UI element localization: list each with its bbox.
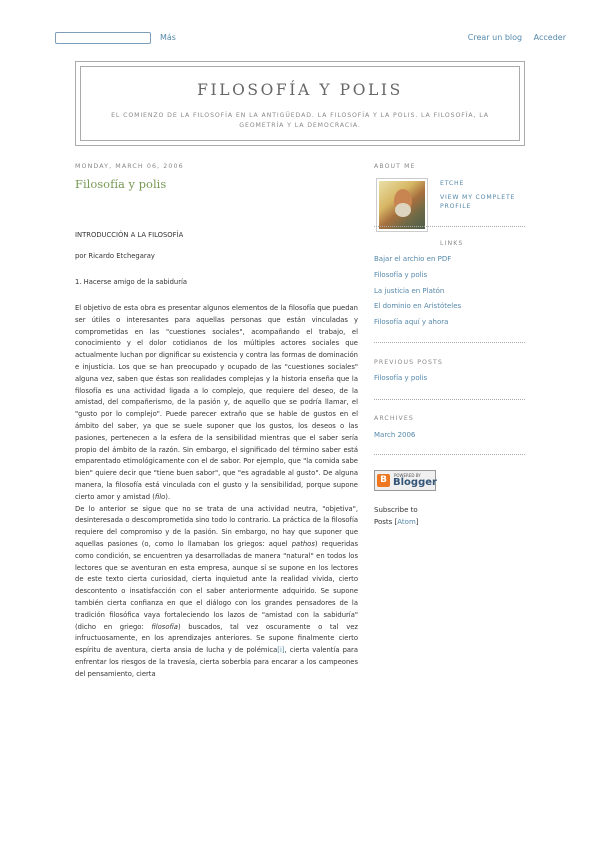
view-profile-link[interactable]: VIEW MY COMPLETE PROFILE <box>440 194 516 210</box>
post-body <box>75 303 358 681</box>
more-link[interactable]: Más <box>160 33 176 42</box>
sidebar-link-pdf[interactable]: Bajar el archio en PDF <box>374 255 452 263</box>
about-heading: ABOUT ME <box>374 163 416 170</box>
divider <box>374 226 525 227</box>
sidebar-link-justicia[interactable]: La justicia en Platón <box>374 287 445 295</box>
divider <box>374 342 525 343</box>
search-input[interactable] <box>55 32 151 44</box>
paragraph-2-a: De lo anterior se sigue que no se trata de una actividad neutra, "objetiva", desinteresada o descomprometida sino todo lo contrario. La práctica de la filosofía requiere del compromiso y de la pasión. Sin embargo, no hay que suponer que aquellas pasiones (o, como lo llamaban los griegos: aquel <box>75 504 358 548</box>
paragraph-2-c: ) buscados, tal vez oscuramente o tal vez infructuosamente, en los aprendizajes anteriores. Se supone finalmente cierto espíritu de aventura, cierta ansia de lucha y de polémica <box>75 622 358 655</box>
profile-name[interactable]: ETCHE <box>440 180 465 187</box>
blog-description: EL COMIENZO DE LA FILOSOFÍA EN LA ANTIGÜEDAD. LA FILOSOFÍA Y LA POLIS. LA FILOSOFÍA, LA GEOMETRÍA Y LA DEMOCRACIA. <box>111 112 489 129</box>
footnote-link[interactable]: [i] <box>277 646 285 655</box>
divider <box>374 454 525 455</box>
header-frame <box>80 66 520 141</box>
badge-small-text: POWERED BY <box>394 473 421 478</box>
navbar-actions <box>459 33 566 42</box>
blogger-icon: B <box>377 474 390 487</box>
post-title: Filosofía y polis <box>75 177 167 191</box>
create-blog-link[interactable]: Crear un blog <box>467 33 523 42</box>
pathos-word: pathos <box>291 539 315 548</box>
paragraph-1 <box>75 303 358 504</box>
profile-beard <box>395 203 411 217</box>
previous-post-link[interactable]: Filosofía y polis <box>374 374 428 382</box>
paragraph-1-text: El objetivo de esta obra es presentar algunos elementos de la filosofía que puedan ser útiles o interesantes para aquellas personas que están vinculadas y comprometidas en las "cuestiones sociales", acompañando el trabajo, el conocimiento y el dolor cotidianos de los múltiples actores sociales que actualmente luchan por dignificar su existencia y contra las formas de dominación e injusticia. Los que se han preocupado y ocupado de las "cuestiones sociales" alguna vez, saben que éstas son realidades complejas y la historia enseña que la filosofía es una actividad ligada a lo complejo, que requiere del deseo, de la amistad, del compañerismo, de la pasión y, de aquello que se podría llamar, el "gusto por lo complejo". Puede parecer extraño que se hable de gustos en el ámbito del saber, ya que se suele suponer que los gustos, los deseos o las pasiones, pertenecen a la esfera de la sensibilidad mientras que el saber sería propio del ámbito de la razón. Sin embargo, el significado del término saber está emparentado etimológicamente con el de sabor. Por ejemplo, que "la comida sabe bien" quiere decir que "tiene buen sabor", que "es agradable al gusto". De alguna manera, la filosofía está vinculada con el gusto y la sensibilidad, porque supone cierto amor y amistad ( <box>75 304 358 501</box>
divider <box>374 399 525 400</box>
blogger-navbar <box>0 28 600 50</box>
archive-link-march-2006[interactable]: March 2006 <box>374 431 416 439</box>
posts-label: Posts <box>374 518 393 526</box>
previous-posts-heading: PREVIOUS POSTS <box>374 359 443 366</box>
archives-heading: ARCHIVES <box>374 415 414 422</box>
profile-photo[interactable] <box>376 178 428 232</box>
sidebar-link-filosofia-polis[interactable]: Filosofía y polis <box>374 271 428 279</box>
post-author: por Ricardo Etchegaray <box>75 252 155 260</box>
paragraph-2 <box>75 504 358 681</box>
section-heading: 1. Hacerse amigo de la sabiduría <box>75 278 188 286</box>
paragraph-2-b: ) requeridas como condición, se encuentren ya desarrolladas de manera "natural" en todos los lectores que se aventuran en esta empresa, aunque sí se supone en los lectores de este texto cierta curiosidad, cierta inquietud ante la realidad vivida, cierto descontento o insatisfacción con el saber anteriormente adquirido. Se supone también cierta confianza en que el diálogo con los grandes pensadores de la tradición filosófica vaya fortaleciendo los lazos de "amistad con la sabiduría" (dicho en griego: <box>75 539 358 631</box>
sidebar-link-dominio[interactable]: El dominio en Aristóteles <box>374 302 462 310</box>
powered-by-blogger-badge[interactable] <box>374 470 436 491</box>
links-heading: LINKS <box>440 240 464 247</box>
sign-in-link[interactable]: Acceder <box>533 33 566 42</box>
post-date: MONDAY, MARCH 06, 2006 <box>75 163 184 170</box>
sidebar-link-aqui-ahora[interactable]: Filosofía aquí y ahora <box>374 318 449 326</box>
paragraph-2-d: , cierta valentía para enfrentar los riesgos de la travesía, cierta soberbia para encarar a los campeones del pensamiento, cierta <box>75 646 359 678</box>
blog-title[interactable]: FILOSOFÍA Y POLIS <box>197 81 403 99</box>
profile-photo-image <box>379 181 425 229</box>
filosofia-word: filosofía <box>151 622 178 631</box>
atom-link[interactable]: Atom <box>397 518 416 526</box>
intro-heading: INTRODUCCIÓN A LA FILOSOFÍA <box>75 231 184 239</box>
philo-word: filo <box>154 492 166 501</box>
subscribe-text: Subscribe to <box>374 506 418 514</box>
paragraph-1-end: ). <box>165 492 171 501</box>
blog-header <box>75 61 525 146</box>
subscribe-block: Subscribe to Posts [Atom] <box>374 506 419 526</box>
badge-big-text: Blogger <box>393 477 437 488</box>
